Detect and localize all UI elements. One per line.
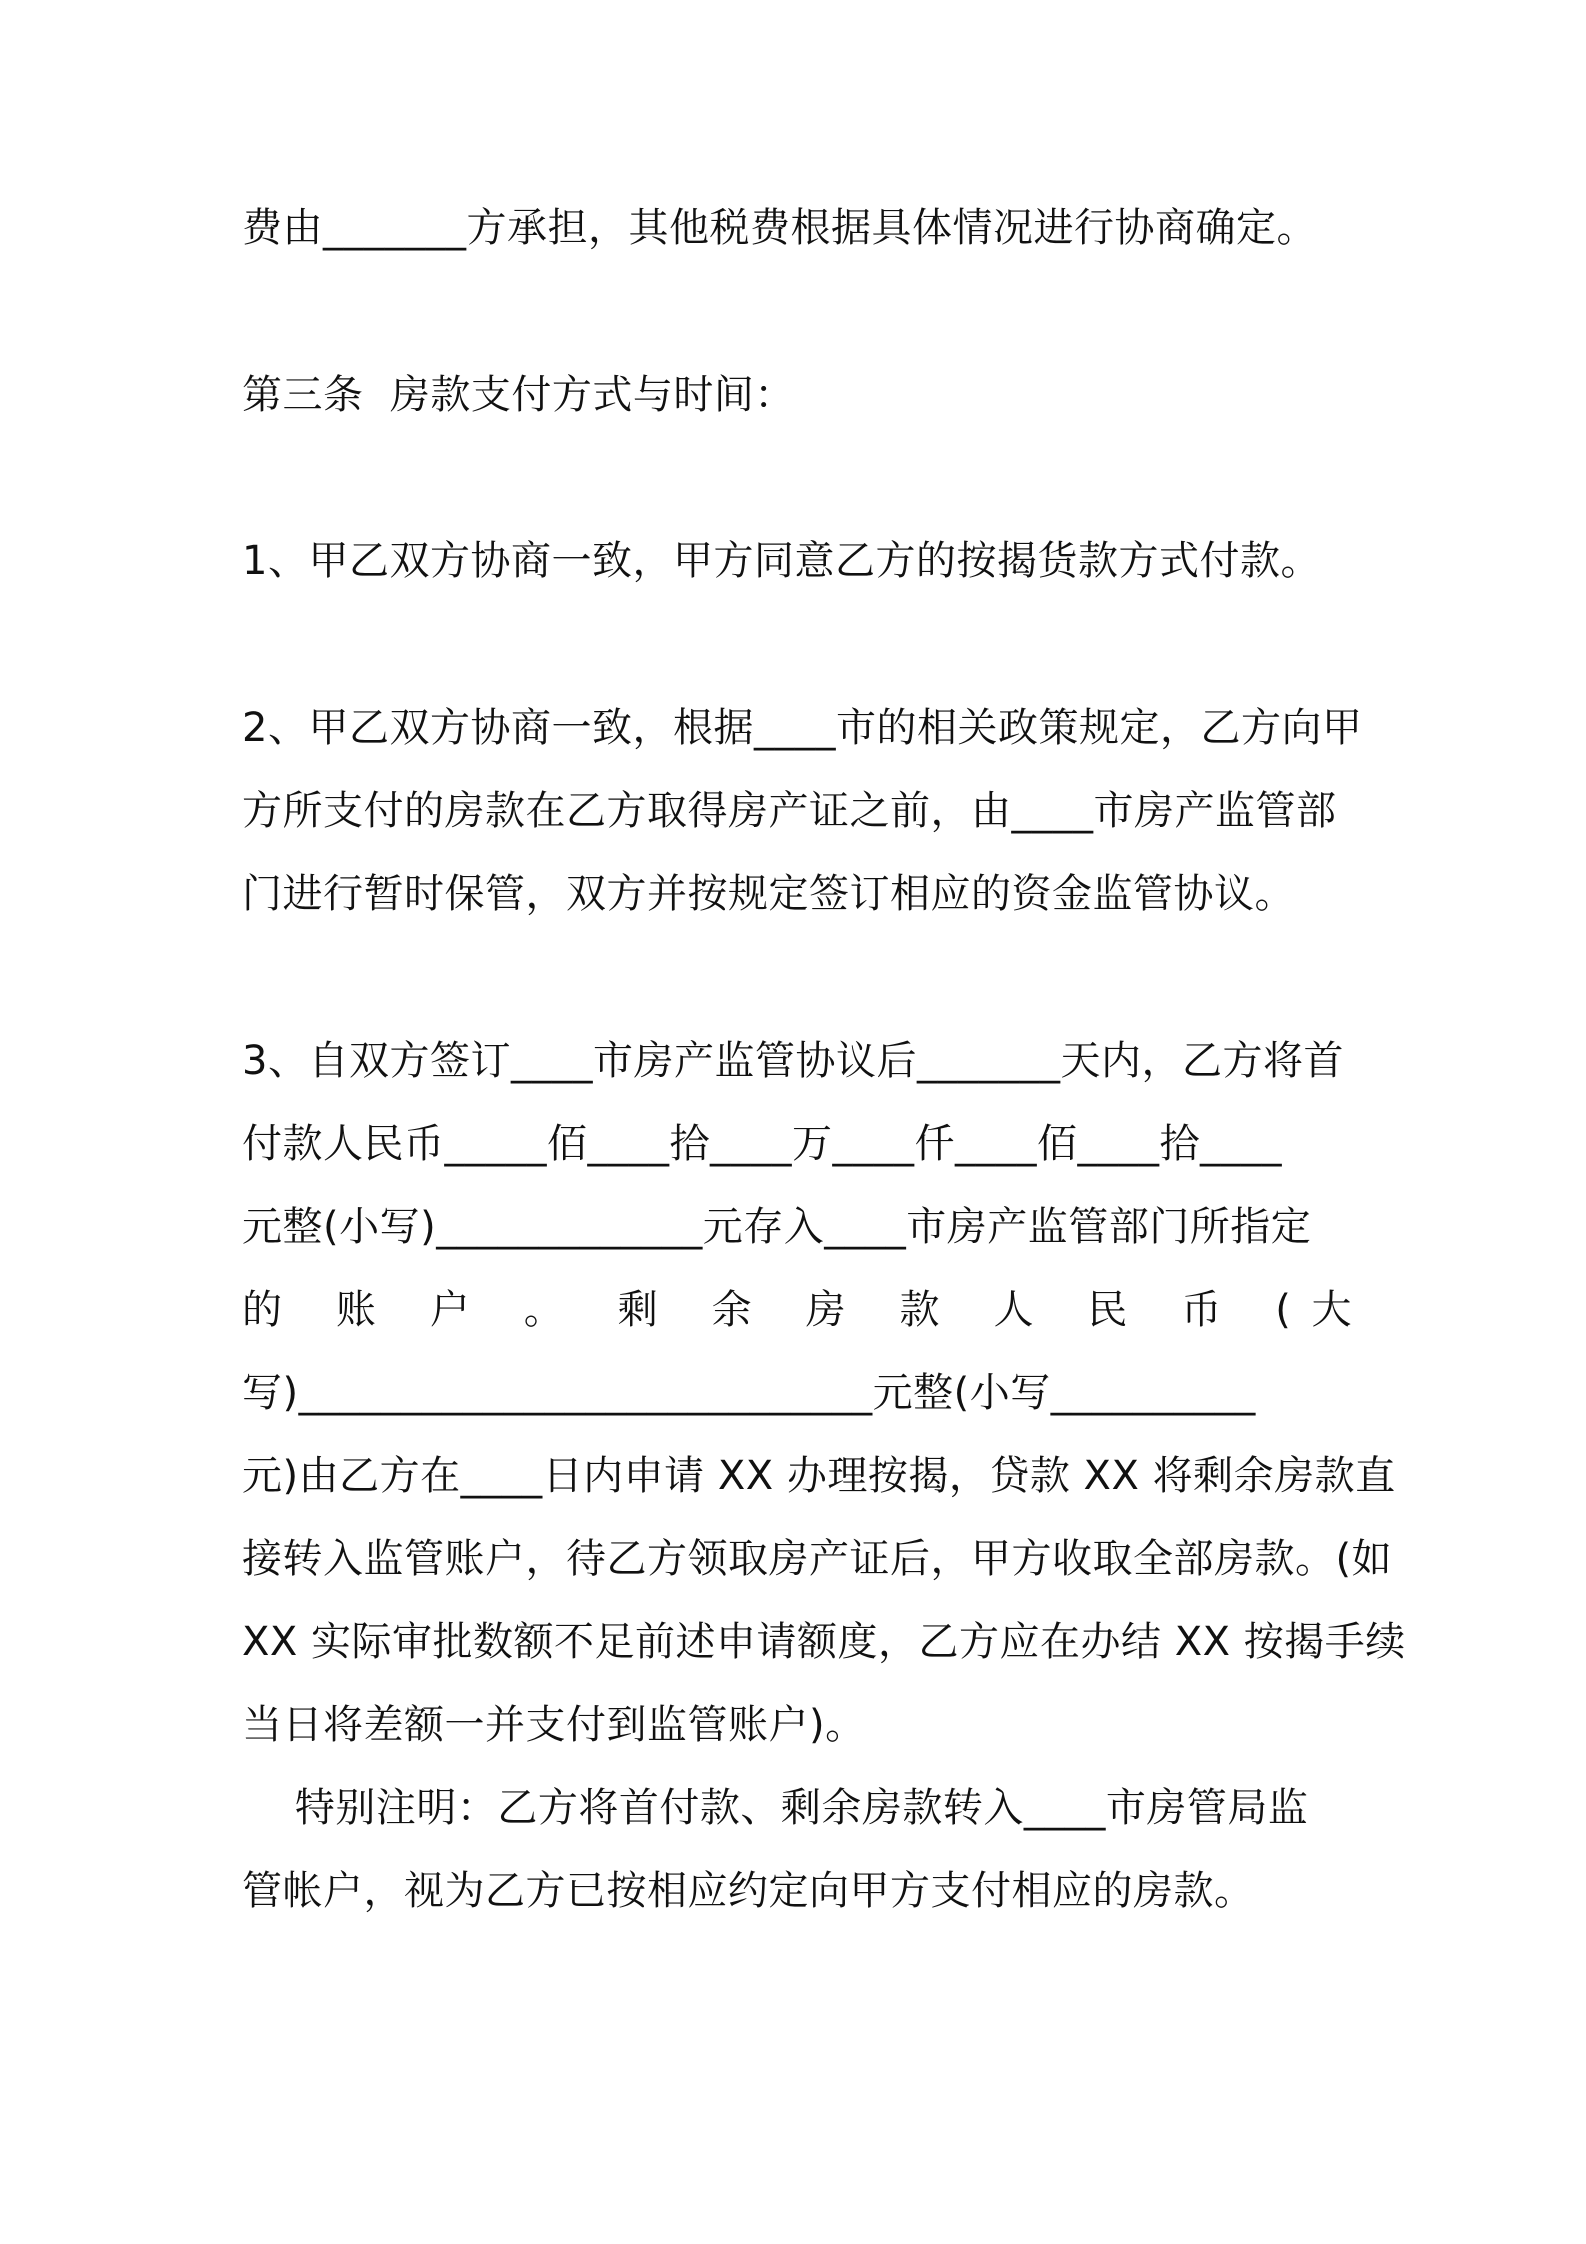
paragraph-line: 元整(小写)_____________元存入____市房产监管部门所指定 [242, 1204, 1312, 1250]
paragraph-line: 元)由乙方在____日内申请 XX 办理按揭，贷款 XX 将剩余房款直 [242, 1453, 1396, 1499]
paragraph-line: 费由_______方承担，其他税费根据具体情况进行协商确定。 [242, 205, 1317, 251]
paragraph-line: 2、甲乙双方协商一致，根据____市的相关政策规定，乙方向甲 [242, 705, 1363, 751]
paragraph-line: 的 账 户 。 剩 余 房 款 人 民 币 (大 [242, 1287, 1352, 1333]
article-heading: 第三条 房款支付方式与时间： [242, 372, 795, 418]
paragraph-line: 付款人民币_____佰____拾____万____仟____佰____拾____ [242, 1121, 1282, 1167]
special-note-line: 特别注明：乙方将首付款、剩余房款转入____市房管局监 [242, 1785, 1309, 1831]
special-note-line: 管帐户，视为乙方已按相应约定向甲方支付相应的房款。 [242, 1868, 1255, 1914]
paragraph-line: 当日将差额一并支付到监管账户)。 [242, 1702, 866, 1748]
paragraph-line: 写)____________________________元整(小写__________ [242, 1370, 1256, 1416]
paragraph-line: XX 实际审批数额不足前述申请额度，乙方应在办结 XX 按揭手续 [242, 1619, 1406, 1665]
paragraph-line: 接转入监管账户，待乙方领取房产证后，甲方收取全部房款。(如 [242, 1536, 1393, 1582]
paragraph-line: 1、甲乙双方协商一致，甲方同意乙方的按揭货款方式付款。 [242, 538, 1321, 584]
paragraph-line: 方所支付的房款在乙方取得房产证之前，由____市房产监管部 [242, 788, 1337, 834]
paragraph-line: 3、自双方签订____市房产监管协议后_______天内，乙方将首 [242, 1038, 1344, 1084]
paragraph-line: 门进行暂时保管，双方并按规定签订相应的资金监管协议。 [242, 871, 1295, 917]
